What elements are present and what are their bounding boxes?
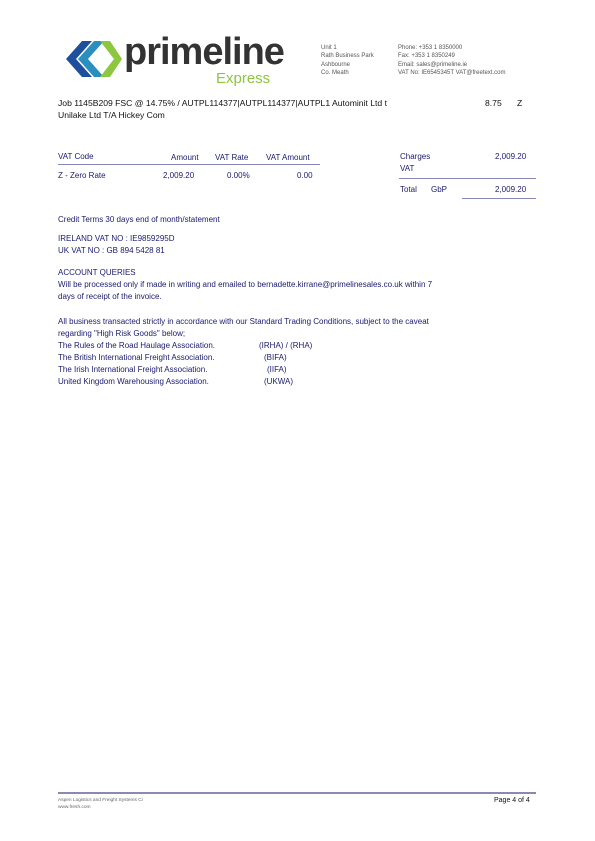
page-number: Page 4 of 4 bbox=[494, 797, 530, 804]
logo bbox=[66, 31, 284, 90]
account-queries-line: Will be processed only if made in writing and emailed to bernadette.kirrane@primelinesales.co.uk within 7 bbox=[58, 280, 433, 289]
vat-table-cell-vat-amount: 0.00 bbox=[297, 171, 313, 180]
vat-table-cell-rate: 0.00% bbox=[227, 171, 250, 180]
trading-conditions-line: regarding "High Risk Goods" below; bbox=[58, 329, 186, 338]
vat-table-header-vat-amount: VAT Amount bbox=[266, 153, 310, 162]
address-line: Unit 1 bbox=[321, 45, 337, 51]
uk-vat-number: UK VAT NO : GB 894 5428 81 bbox=[58, 246, 165, 255]
logo-subtitle: Express bbox=[216, 70, 271, 87]
association-name: The British International Freight Association. bbox=[58, 353, 215, 362]
footer-company: Aspen Logistics and Freight Systems Ci bbox=[58, 798, 143, 803]
vat-table-cell-code: Z - Zero Rate bbox=[58, 171, 106, 180]
charges-label: Charges bbox=[400, 152, 431, 161]
ireland-vat-number: IRELAND VAT NO : IE9859295D bbox=[58, 234, 175, 243]
job-vat-code: Z bbox=[517, 98, 523, 108]
contact-line: Fax: +353 1 8350249 bbox=[398, 53, 455, 60]
association-name: The Irish International Freight Association. bbox=[58, 365, 208, 374]
contact-line: Email: sales@primeline.ie bbox=[398, 61, 468, 68]
job-description-line2: Unilake Ltd T/A Hickey Com bbox=[58, 110, 165, 120]
logo-mark-icon bbox=[66, 37, 122, 81]
address-line: Ashbourne bbox=[321, 61, 351, 68]
association-code: (BIFA) bbox=[264, 353, 287, 362]
vat-table-header-amount: Amount bbox=[171, 153, 199, 162]
vat-table-header-rate: VAT Rate bbox=[215, 153, 249, 162]
account-queries-title: ACCOUNT QUERIES bbox=[58, 268, 136, 277]
contact-line: Phone: +353 1 8350000 bbox=[398, 45, 463, 51]
vat-table-header-code: VAT Code bbox=[58, 152, 94, 161]
charges-value: 2,009.20 bbox=[495, 152, 527, 161]
job-description-line1: Job 1145B209 FSC @ 14.75% / AUTPL114377|AUTPL114377|AUTPL1 Autominit Ltd t bbox=[58, 98, 387, 108]
association-name: United Kingdom Warehousing Association. bbox=[58, 377, 209, 386]
trading-conditions-line: All business transacted strictly in accordance with our Standard Trading Conditions, subject to the caveat bbox=[58, 317, 429, 326]
logo-wordmark: primeline bbox=[124, 31, 284, 73]
company-contact bbox=[398, 44, 505, 78]
footer-url: www.fresh.com bbox=[58, 805, 91, 810]
footer-rule bbox=[58, 792, 536, 794]
total-value: 2,009.20 bbox=[495, 185, 527, 194]
account-queries-line: days of receipt of the invoice. bbox=[58, 292, 162, 301]
vat-table-cell-amount: 2,009.20 bbox=[163, 171, 195, 180]
company-address bbox=[321, 44, 374, 78]
vat-table-header-rule bbox=[58, 164, 320, 165]
address-line: Co. Meath bbox=[321, 70, 349, 77]
credit-terms: Credit Terms 30 days end of month/statement bbox=[58, 215, 220, 224]
association-name: The Rules of the Road Haulage Association. bbox=[58, 341, 215, 350]
contact-line: VAT No: IE6545345T VAT@freetext.com bbox=[398, 70, 506, 77]
association-code: (IRHA) / (RHA) bbox=[259, 341, 313, 350]
totals-rule bbox=[399, 178, 536, 179]
total-currency: GbP bbox=[431, 185, 448, 194]
total-label: Total bbox=[400, 185, 417, 194]
address-line: Rath Business Park bbox=[321, 53, 374, 60]
association-code: (IIFA) bbox=[267, 365, 287, 374]
total-underline bbox=[462, 198, 536, 199]
association-code: (UKWA) bbox=[264, 377, 294, 386]
vat-label: VAT bbox=[400, 164, 415, 173]
job-amount: 8.75 bbox=[485, 98, 502, 108]
